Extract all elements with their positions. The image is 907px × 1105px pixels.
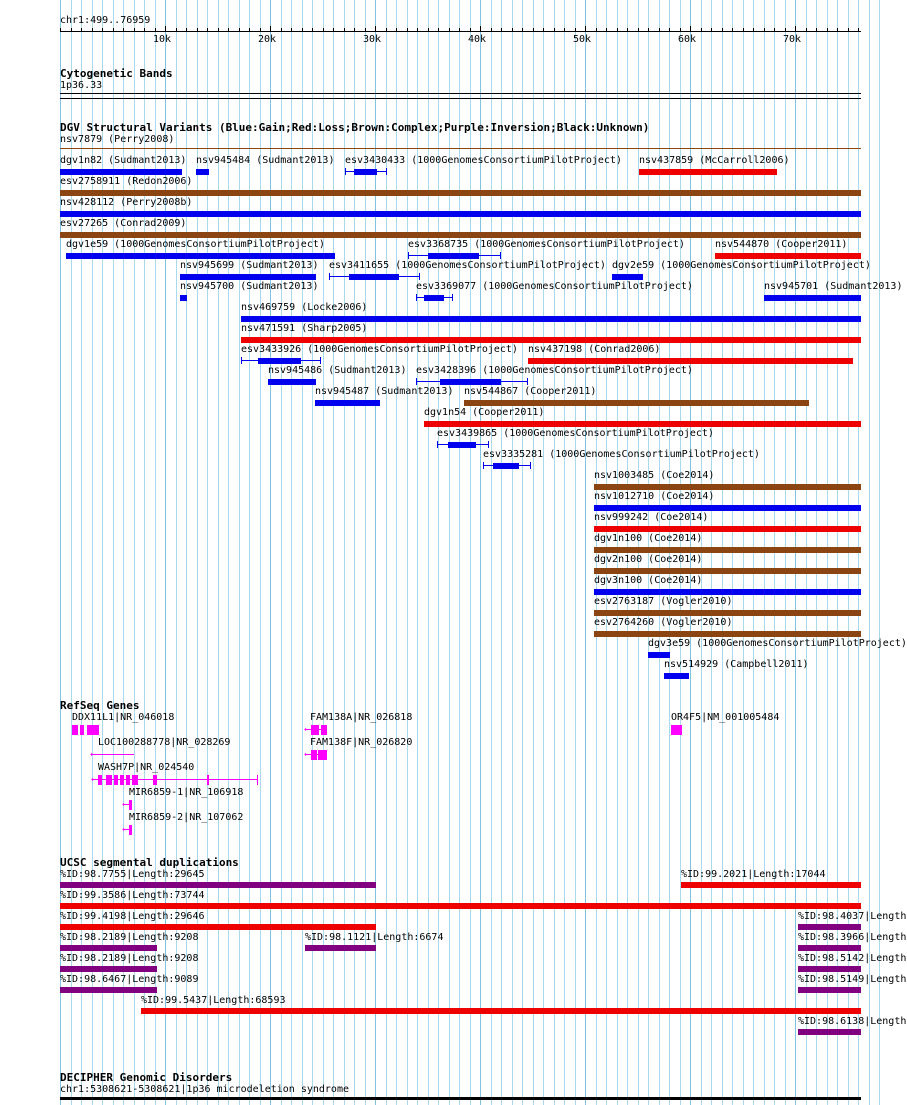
ruler-tick	[102, 28, 103, 31]
segdup-label[interactable]: %ID:98.5142|Length	[798, 953, 907, 964]
ruler-tick	[764, 28, 765, 31]
segdup-label[interactable]: %ID:98.2189|Length:9208	[60, 953, 199, 964]
dgv-variant-bar[interactable]	[180, 295, 187, 301]
dgv-variant-label[interactable]: esv3433926 (1000GenomesConsortiumPilotProject)	[241, 344, 518, 355]
dgv-variant-whisker	[483, 462, 484, 469]
segdup-track-title[interactable]: UCSC segmental duplications	[60, 856, 239, 869]
dgv-variant-bar[interactable]	[594, 526, 861, 532]
dgv-variant-bar[interactable]	[196, 169, 209, 175]
segdup-label[interactable]: %ID:99.5437|Length:68593	[141, 995, 286, 1006]
dgv-variant-bar[interactable]	[241, 316, 861, 322]
gene-exon[interactable]	[98, 775, 102, 785]
cytoband-label[interactable]: 1p36.33	[60, 80, 103, 91]
dgv-variant-label[interactable]: esv3335281 (1000GenomesConsortiumPilotProject)	[483, 449, 760, 460]
strand-arrow-icon: ←	[304, 749, 311, 760]
strand-arrow-icon: ←	[304, 724, 311, 735]
dgv-variant-bar[interactable]	[315, 400, 380, 406]
ruler-tick	[806, 28, 807, 31]
dgv-variant-label[interactable]: esv2763187 (Vogler2010)	[594, 596, 733, 607]
dgv-variant-bar[interactable]	[594, 484, 861, 490]
dgv-variant-label[interactable]: dgv1n54 (Cooper2011)	[424, 407, 545, 418]
dgv-variant-whisker	[437, 441, 438, 448]
dgv-variant-whisker	[416, 378, 417, 385]
cytoband-bar-top	[60, 93, 861, 94]
ruler-tick	[92, 28, 93, 31]
ruler-tick	[774, 28, 775, 31]
gene-label[interactable]: OR4F5|NM_001005484	[671, 712, 780, 723]
gene-exon[interactable]	[671, 725, 682, 735]
dgv-variant-label[interactable]: esv3430433 (1000GenomesConsortiumPilotProject)	[345, 155, 622, 166]
ruler-tick	[113, 28, 114, 31]
ruler-tick	[827, 28, 828, 31]
gene-exon[interactable]	[120, 775, 124, 785]
gene-exon[interactable]	[132, 775, 138, 785]
ruler-tick-label: 70k	[783, 34, 802, 45]
ruler-tick	[659, 28, 660, 31]
dgv-variant-label[interactable]: esv3411655 (1000GenomesConsortiumPilotProject)	[329, 260, 606, 271]
cytobands-track-title[interactable]: Cytogenetic Bands	[60, 67, 173, 80]
segdup-bar[interactable]	[60, 924, 376, 930]
gene-exon[interactable]	[129, 825, 132, 835]
dgv-variant-bar[interactable]	[594, 631, 861, 637]
gene-exon[interactable]	[311, 750, 317, 760]
ruler-tick-label: 40k	[468, 34, 487, 45]
ruler-tick	[648, 28, 649, 31]
ruler-tick-label: 50k	[573, 34, 592, 45]
gene-label[interactable]: MIR6859-2|NR_107062	[129, 812, 244, 823]
decipher-track-title[interactable]: DECIPHER Genomic Disorders	[60, 1071, 233, 1084]
ruler-tick	[333, 28, 334, 31]
dgv-variant-label[interactable]: esv3368735 (1000GenomesConsortiumPilotProject)	[408, 239, 685, 250]
gene-exon[interactable]	[114, 775, 118, 785]
ruler-tick	[743, 28, 744, 31]
ruler-tick	[533, 28, 534, 31]
ruler-tick	[375, 26, 376, 32]
ruler-tick	[795, 26, 796, 32]
segdup-bar[interactable]	[798, 945, 861, 951]
segdup-label[interactable]: %ID:98.6467|Length:9089	[60, 974, 199, 985]
gene-label[interactable]: LOC100288778|NR_028269	[98, 737, 231, 748]
segdup-bar[interactable]	[60, 882, 376, 888]
dgv-variant-bar[interactable]	[60, 211, 861, 217]
ruler-tick	[501, 28, 502, 31]
dgv-variant-label[interactable]: nsv945700 (Sudmant2013)	[180, 281, 319, 292]
dgv-variant-bar[interactable]	[612, 274, 643, 280]
ruler-tick	[701, 28, 702, 31]
ruler-tick	[176, 28, 177, 31]
dgv-variant-whisker	[408, 252, 409, 259]
gene-exon[interactable]	[80, 725, 84, 735]
segdup-label[interactable]: %ID:99.3586|Length:73744	[60, 890, 205, 901]
dgv-variant-bar[interactable]	[664, 673, 689, 679]
dgv-variant-whisker	[530, 462, 531, 469]
ruler-tick	[386, 28, 387, 31]
ruler-tick	[596, 28, 597, 31]
cytoband-bar-bottom	[60, 98, 861, 99]
dgv-header-item[interactable]: nsv7879 (Perry2008)	[60, 134, 175, 145]
dgv-variant-label[interactable]: dgv1e59 (1000GenomesConsortiumPilotProject)	[66, 239, 325, 250]
ruler-tick	[438, 28, 439, 31]
dgv-variant-bar[interactable]	[60, 190, 861, 196]
segdup-label[interactable]: %ID:98.4037|Length	[798, 911, 907, 922]
strand-arrow-icon: ←	[90, 749, 97, 760]
dgv-variant-bar[interactable]	[594, 589, 861, 595]
dgv-variant-label[interactable]: nsv945484 (Sudmant2013)	[196, 155, 335, 166]
gene-exon[interactable]	[311, 725, 319, 735]
gene-exon[interactable]	[321, 725, 327, 735]
gene-exon[interactable]	[72, 725, 78, 735]
dgv-variant-whisker	[329, 273, 330, 280]
gene-exon[interactable]	[126, 775, 130, 785]
ruler-tick	[207, 28, 208, 31]
ruler-tick	[585, 26, 586, 32]
gene-label[interactable]: FAM138F|NR_026820	[310, 737, 413, 748]
ruler-tick	[753, 28, 754, 31]
dgv-variant-bar[interactable]	[428, 253, 479, 259]
ruler-tick	[470, 28, 471, 31]
ruler-tick	[144, 28, 145, 31]
segdup-label[interactable]: %ID:99.2021|Length:17044	[681, 869, 826, 880]
ruler-tick	[627, 28, 628, 31]
gene-label[interactable]: MIR6859-1|NR_106918	[129, 787, 244, 798]
dgv-variant-bar[interactable]	[349, 274, 399, 280]
decipher-bar[interactable]	[60, 1097, 861, 1100]
dgv-variant-label[interactable]: dgv1n82 (Sudmant2013)	[60, 155, 187, 166]
ruler-tick	[449, 28, 450, 31]
dgv-variant-label[interactable]: dgv1n100 (Coe2014)	[594, 533, 703, 544]
ruler-tick	[249, 28, 250, 31]
ruler-tick	[480, 26, 481, 32]
ruler-tick	[858, 28, 859, 31]
dgv-variant-bar[interactable]	[594, 547, 861, 553]
strand-arrow-icon: ←	[122, 824, 129, 835]
ruler-tick	[239, 28, 240, 31]
dgv-variant-label[interactable]: nsv1012710 (Coe2014)	[594, 491, 715, 502]
dgv-variant-label[interactable]: esv2758911 (Redon2006)	[60, 176, 193, 187]
dgv-variant-label[interactable]: nsv945487 (Sudmant2013)	[315, 386, 454, 397]
ruler-axis	[60, 31, 861, 32]
ruler-tick	[617, 28, 618, 31]
dgv-variant-bar[interactable]	[528, 358, 853, 364]
dgv-variant-bar[interactable]	[594, 610, 861, 616]
ruler-tick	[417, 28, 418, 31]
dgv-variant-bar[interactable]	[639, 169, 777, 175]
dgv-variant-bar[interactable]	[493, 463, 519, 469]
dgv-variant-whisker	[488, 441, 489, 448]
dgv-variant-whisker	[241, 357, 242, 364]
dgv-variant-label[interactable]: nsv544867 (Cooper2011)	[464, 386, 597, 397]
ruler-tick-label: 10k	[153, 34, 172, 45]
dgv-variant-label[interactable]: nsv1003485 (Coe2014)	[594, 470, 715, 481]
gene-label[interactable]: DDX11L1|NR_046018	[72, 712, 175, 723]
dgv-variant-label[interactable]: esv3439865 (1000GenomesConsortiumPilotProject)	[437, 428, 714, 439]
dgv-variant-whisker	[527, 378, 528, 385]
ruler-tick	[281, 28, 282, 31]
dgv-variant-label[interactable]: nsv945699 (Sudmant2013)	[180, 260, 319, 271]
ruler-tick	[564, 28, 565, 31]
ruler-tick-label: 60k	[678, 34, 697, 45]
ruler-tick	[365, 28, 366, 31]
dgv-variant-label[interactable]: dgv3e59 (1000GenomesConsortiumPilotProject)	[648, 638, 907, 649]
segdup-bar[interactable]	[798, 924, 861, 930]
dgv-variant-bar[interactable]	[440, 379, 501, 385]
segdup-label[interactable]: %ID:99.4198|Length:29646	[60, 911, 205, 922]
ruler-tick	[270, 26, 271, 32]
ruler-tick	[543, 28, 544, 31]
ruler-tick	[396, 28, 397, 31]
gene-exon[interactable]	[129, 800, 132, 810]
dgv-variant-label[interactable]: nsv945701 (Sudmant2013)	[764, 281, 903, 292]
ruler-tick	[711, 28, 712, 31]
segdup-bar[interactable]	[141, 1008, 861, 1014]
ruler-tick	[554, 28, 555, 31]
ruler-tick	[186, 28, 187, 31]
dgv-variant-whisker	[419, 273, 420, 280]
ruler-tick	[291, 28, 292, 31]
ruler-tick	[312, 28, 313, 31]
ruler-tick	[722, 28, 723, 31]
dgv-variant-label[interactable]: nsv514929 (Campbell2011)	[664, 659, 809, 670]
ruler-tick	[732, 28, 733, 31]
dgv-variant-bar[interactable]	[715, 253, 861, 259]
dgv-variant-label[interactable]: nsv469759 (Locke2006)	[241, 302, 368, 313]
segdup-label[interactable]: %ID:98.6138|Length	[798, 1016, 907, 1027]
segdup-label[interactable]: %ID:98.7755|Length:29645	[60, 869, 205, 880]
ruler-tick	[354, 28, 355, 31]
ruler-tick	[323, 28, 324, 31]
ruler-tick	[260, 28, 261, 31]
ruler-tick	[459, 28, 460, 31]
dgv-variant-bar[interactable]	[66, 253, 335, 259]
segdup-bar[interactable]	[798, 987, 861, 993]
dgv-variant-whisker	[500, 252, 501, 259]
ruler-tick	[638, 28, 639, 31]
dgv-variant-whisker	[320, 357, 321, 364]
ruler-tick	[522, 28, 523, 31]
dgv-variant-bar[interactable]	[180, 274, 316, 280]
segdup-bar[interactable]	[60, 945, 157, 951]
ruler-tick-label: 30k	[363, 34, 382, 45]
segdup-bar[interactable]	[681, 882, 861, 888]
ruler-tick	[848, 28, 849, 31]
strand-arrow-icon: ←	[91, 774, 98, 785]
dgv-variant-whisker	[452, 294, 453, 301]
segdup-bar[interactable]	[798, 1029, 861, 1035]
dgv-variant-bar[interactable]	[448, 442, 476, 448]
segdup-bar[interactable]	[60, 903, 861, 909]
dgv-variant-label[interactable]: nsv945486 (Sudmant2013)	[268, 365, 407, 376]
ruler-tick	[81, 28, 82, 31]
dgv-variant-bar[interactable]	[354, 169, 377, 175]
dgv-header-bar	[60, 148, 861, 149]
ruler-tick	[690, 26, 691, 32]
dgv-variant-label[interactable]: nsv544870 (Cooper2011)	[715, 239, 848, 250]
refseq-track-title[interactable]: RefSeq Genes	[60, 699, 140, 712]
gene-label[interactable]: WASH7P|NR_024540	[98, 762, 195, 773]
gene-exon[interactable]	[106, 775, 112, 785]
gene-intron-line	[91, 754, 134, 755]
ruler-tick	[680, 28, 681, 31]
ruler-tick	[228, 28, 229, 31]
dgv-variant-label[interactable]: nsv437859 (McCarroll2006)	[639, 155, 790, 166]
dgv-variant-bar[interactable]	[268, 379, 316, 385]
dgv-variant-whisker	[416, 294, 417, 301]
ruler-tick-label: 20k	[258, 34, 277, 45]
ruler-tick	[407, 28, 408, 31]
gene-exon[interactable]	[87, 725, 99, 735]
gene-exon[interactable]	[153, 775, 157, 785]
dgv-variant-label[interactable]: esv27265 (Conrad2009)	[60, 218, 187, 229]
ruler-tick	[491, 28, 492, 31]
dgv-variant-label[interactable]: esv3428396 (1000GenomesConsortiumPilotProject)	[416, 365, 693, 376]
ruler-tick	[669, 28, 670, 31]
segdup-bar[interactable]	[798, 966, 861, 972]
segdup-bar[interactable]	[60, 987, 157, 993]
dgv-variant-bar[interactable]	[424, 421, 861, 427]
dgv-variant-bar[interactable]	[241, 337, 861, 343]
dgv-variant-label[interactable]: esv2764260 (Vogler2010)	[594, 617, 733, 628]
segdup-bar[interactable]	[60, 966, 157, 972]
strand-arrow-icon: ←	[122, 799, 129, 810]
gene-label[interactable]: FAM138A|NR_026818	[310, 712, 413, 723]
dgv-variant-label[interactable]: nsv471591 (Sharp2005)	[241, 323, 368, 334]
dgv-variant-bar[interactable]	[60, 169, 182, 175]
ruler-tick	[575, 28, 576, 31]
segdup-label[interactable]: %ID:98.2189|Length:9208	[60, 932, 199, 943]
segdup-label[interactable]: %ID:98.5149|Length	[798, 974, 907, 985]
ruler-tick	[165, 26, 166, 32]
dgv-variant-label[interactable]: nsv437198 (Conrad2006)	[528, 344, 661, 355]
ruler-tick	[71, 28, 72, 31]
dgv-variant-bar[interactable]	[648, 652, 670, 658]
dgv-variant-bar[interactable]	[464, 400, 809, 406]
ruler-tick	[302, 28, 303, 31]
dgv-variant-bar[interactable]	[594, 568, 861, 574]
dgv-variant-label[interactable]: nsv999242 (Coe2014)	[594, 512, 709, 523]
ruler-tick	[816, 28, 817, 31]
ruler-tick	[428, 28, 429, 31]
ruler-tick	[512, 28, 513, 31]
dgv-variant-label[interactable]: nsv428112 (Perry2008b)	[60, 197, 193, 208]
ruler-tick	[60, 28, 61, 31]
ruler-tick	[606, 28, 607, 31]
dgv-variant-bar[interactable]	[60, 232, 861, 238]
dgv-variant-label[interactable]: esv3369077 (1000GenomesConsortiumPilotProject)	[416, 281, 693, 292]
dgv-track-title[interactable]: DGV Structural Variants (Blue:Gain;Red:Loss;Brown:Complex;Purple:Inversion;Black:Unknown)	[60, 121, 650, 134]
dgv-variant-bar[interactable]	[424, 295, 444, 301]
segdup-label[interactable]: %ID:98.1121|Length:6674	[305, 932, 444, 943]
segdup-bar[interactable]	[305, 945, 376, 951]
dgv-variant-label[interactable]: dgv2e59 (1000GenomesConsortiumPilotProject)	[612, 260, 871, 271]
ruler-tick	[134, 28, 135, 31]
ruler-tick	[837, 28, 838, 31]
segdup-label[interactable]: %ID:98.3966|Length	[798, 932, 907, 943]
ruler-tick	[344, 28, 345, 31]
dgv-variant-label[interactable]: dgv2n100 (Coe2014)	[594, 554, 703, 565]
ruler-tick	[123, 28, 124, 31]
ruler-tick	[218, 28, 219, 31]
ruler-tick	[197, 28, 198, 31]
dgv-variant-bar[interactable]	[258, 358, 301, 364]
dgv-variant-whisker	[386, 168, 387, 175]
ruler-tick	[155, 28, 156, 31]
dgv-variant-label[interactable]: dgv3n100 (Coe2014)	[594, 575, 703, 586]
gene-exon[interactable]	[318, 750, 327, 760]
decipher-item[interactable]: chr1:5308621-5308621|1p36 microdeletion syndrome	[60, 1084, 349, 1095]
dgv-variant-whisker	[345, 168, 346, 175]
ruler-coordinates: chr1:499..76959	[60, 15, 151, 26]
gene-exon	[257, 775, 258, 785]
ruler-tick	[785, 28, 786, 31]
gene-exon[interactable]	[207, 775, 209, 785]
dgv-variant-bar[interactable]	[594, 505, 861, 511]
dgv-variant-bar[interactable]	[764, 295, 861, 301]
